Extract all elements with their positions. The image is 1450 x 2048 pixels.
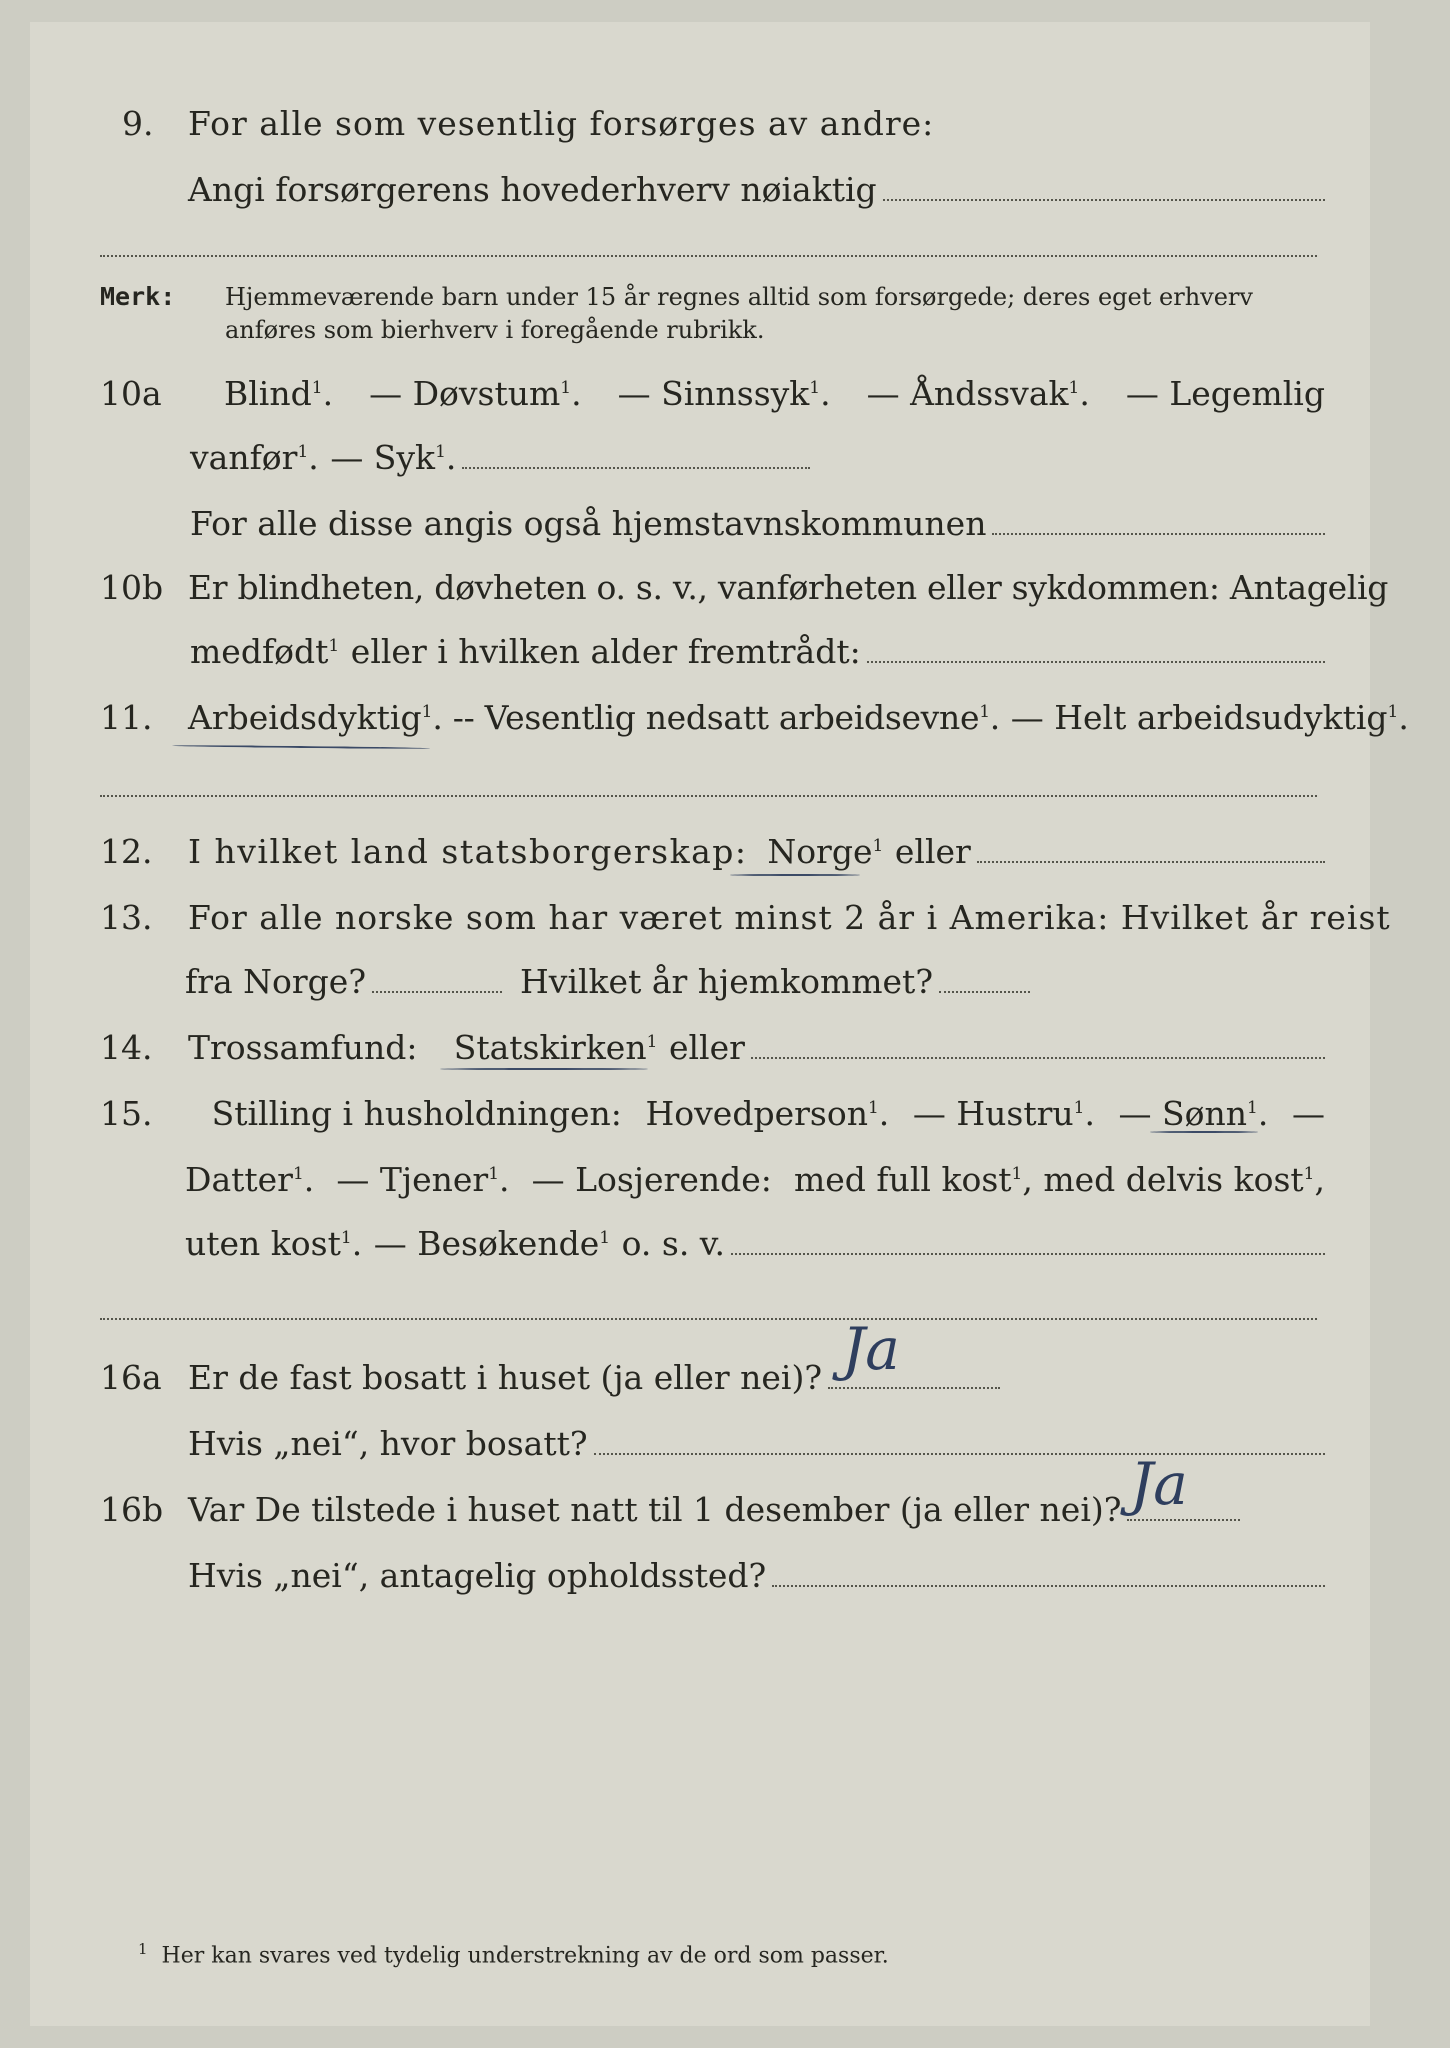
underline-statskirken (440, 1068, 648, 1070)
q10b-line1 (100, 568, 1389, 608)
merk-text-2: anføres som bierhverv i foregående rubrikk. (225, 316, 765, 344)
underline-sonn (1150, 1131, 1258, 1133)
handwritten-ja-16a: Ja (842, 1315, 900, 1383)
q10b-text: Er blindheten, døvheten o. s. v., vanførheten eller sykdommen: Antagelig (188, 568, 1389, 607)
q13-line1 (100, 898, 1391, 938)
option-sinnssyk: — Sinnssyk$^1$. (617, 374, 831, 413)
q16a-bosatt-field[interactable] (594, 1453, 1325, 1455)
q11-line (100, 698, 1409, 738)
option-dovstum: — Døvstum$^1$. (369, 374, 582, 413)
q16b-opholdssted-prompt: Hvis „nei“, antagelig opholdssted? (188, 1556, 767, 1595)
merk-text-1: Hjemmeværende barn under 15 år regnes alltid som forsørgede; deres eget erhverv (225, 283, 1253, 311)
q16a-text: Er de fast bosatt i huset (ja eller nei)? (188, 1358, 823, 1397)
merk-line2 (225, 316, 1450, 345)
option-legemlig: — Legemlig (1125, 374, 1325, 413)
q10b-number: 10b (100, 568, 164, 607)
q16b-number: 16b (100, 1490, 164, 1529)
q10a-syk-field[interactable] (462, 467, 810, 469)
option-statskirken: Statskirken$^1$ (453, 1028, 658, 1067)
option-medfodt: medfødt$^1$ (190, 632, 340, 671)
option-losjerende: — Losjerende: (531, 1160, 772, 1199)
q16b-line2 (188, 1556, 1325, 1596)
q16b-line1 (100, 1490, 1240, 1530)
q14-text: Trossamfund: (188, 1028, 418, 1067)
option-andssvak: — Åndssvak$^1$. (866, 374, 1090, 413)
q9-text: For alle som vesentlig forsørges av andre: (188, 104, 935, 143)
q13-hjemkommet-field[interactable] (939, 991, 1030, 993)
q12-eller: eller (894, 832, 971, 871)
option-helt: . — Helt arbeidsudyktig$^1$. (989, 698, 1409, 737)
q10b-prompt: eller i hvilken alder fremtrådt: (350, 632, 861, 671)
q11-number: 11. (100, 698, 153, 737)
q12-line (100, 832, 1325, 872)
q9-answer-field[interactable] (883, 199, 1325, 201)
q13-line2 (185, 962, 1030, 1002)
q9-number: 9. (122, 104, 154, 143)
q15-line3 (185, 1224, 1325, 1264)
q10a-line1 (100, 374, 1325, 414)
q14-line (100, 1028, 1325, 1068)
option-sonn: — Sønn$^1$. (1118, 1094, 1269, 1133)
footnote-mark: 1 (138, 1940, 148, 1958)
option-med-full-kost: med full kost$^1$, med delvis kost$^1$, (793, 1160, 1325, 1199)
q13-reist-field[interactable] (372, 991, 502, 993)
option-hovedperson: Hovedperson$^1$. (645, 1094, 890, 1133)
q14-number: 14. (100, 1028, 153, 1067)
footnote-text: Her kan svares ved tydelig understrekning av de ord som passer. (161, 1943, 889, 1969)
option-norge: Norge$^1$ (767, 832, 884, 871)
option-hustru: — Hustru$^1$. (912, 1094, 1095, 1133)
q16a-bosatt-prompt: Hvis „nei“, hvor bosatt? (188, 1424, 588, 1463)
separator-1 (100, 255, 1317, 257)
option-besokende: — Besøkende$^1$ (373, 1224, 611, 1263)
option-vanfor: vanfør$^1$. (190, 438, 319, 477)
q10a-hjemstavn-prompt: For alle disse angis også hjemstavnskommunen (190, 504, 987, 543)
q10b-line2 (190, 632, 1325, 672)
option-syk: — Syk$^1$. (330, 438, 457, 477)
separator-3 (100, 1318, 1317, 1320)
q10a-hjemstavn-field[interactable] (992, 533, 1325, 535)
q15-text: Stilling i husholdningen: (211, 1094, 622, 1133)
q9-line2 (188, 170, 1325, 210)
footnote (138, 1940, 889, 1968)
option-tjener: — Tjener$^1$. (336, 1160, 510, 1199)
merk-label: Merk: (100, 282, 176, 311)
q14-eller: eller (668, 1028, 745, 1067)
q12-number: 12. (100, 832, 153, 871)
option-datter: Datter$^1$. (185, 1160, 315, 1199)
q13-number: 13. (100, 898, 153, 937)
merk-line1 (100, 282, 1325, 312)
q13-text: For alle norske som har været minst 2 år i Amerika: Hvilket år reist (188, 898, 1391, 937)
q16b-text: Var De tilstede i huset natt til 1 desember (ja eller nei)? (188, 1490, 1122, 1529)
q15-number: 15. (100, 1094, 153, 1133)
q16a-number: 16a (100, 1358, 162, 1397)
q10b-alder-field[interactable] (867, 661, 1325, 663)
option-arbeidsdyktig: Arbeidsdyktig$^1$ (188, 698, 433, 737)
q15-stilling-field[interactable] (731, 1253, 1325, 1255)
option-blind: Blind$^1$. (224, 374, 334, 413)
q9-prompt: Angi forsørgerens hovederhverv nøiaktig (188, 170, 877, 209)
option-uten-kost: uten kost$^1$. (185, 1224, 363, 1263)
q14-trossamfund-field[interactable] (751, 1057, 1325, 1059)
q12-text: I hvilket land statsborgerskap: (188, 832, 748, 871)
q15-line2 (185, 1160, 1325, 1200)
q15-dash: — (1291, 1094, 1325, 1133)
q10a-number: 10a (100, 374, 162, 413)
q12-land-field[interactable] (977, 861, 1325, 863)
handwritten-ja-16b: Ja (1130, 1450, 1188, 1518)
q13-reist-prompt: fra Norge? (185, 962, 367, 1001)
q16b-answer-field[interactable] (1127, 1519, 1240, 1521)
q16b-opholdssted-field[interactable] (772, 1585, 1325, 1587)
separator-2 (100, 795, 1317, 797)
option-vesentlig: . -- Vesentlig nedsatt arbeidsevne$^1$ (432, 698, 990, 737)
q10a-line2 (190, 438, 810, 478)
q13-hjemkommet-prompt: Hvilket år hjemkommet? (520, 962, 934, 1001)
q15-line1 (100, 1094, 1325, 1134)
q9-line1 (100, 104, 1325, 144)
q10a-line3 (190, 504, 1325, 544)
q16a-answer-field[interactable] (828, 1387, 1000, 1389)
underline-norge (730, 874, 860, 876)
q15-osv: o. s. v. (621, 1224, 726, 1263)
